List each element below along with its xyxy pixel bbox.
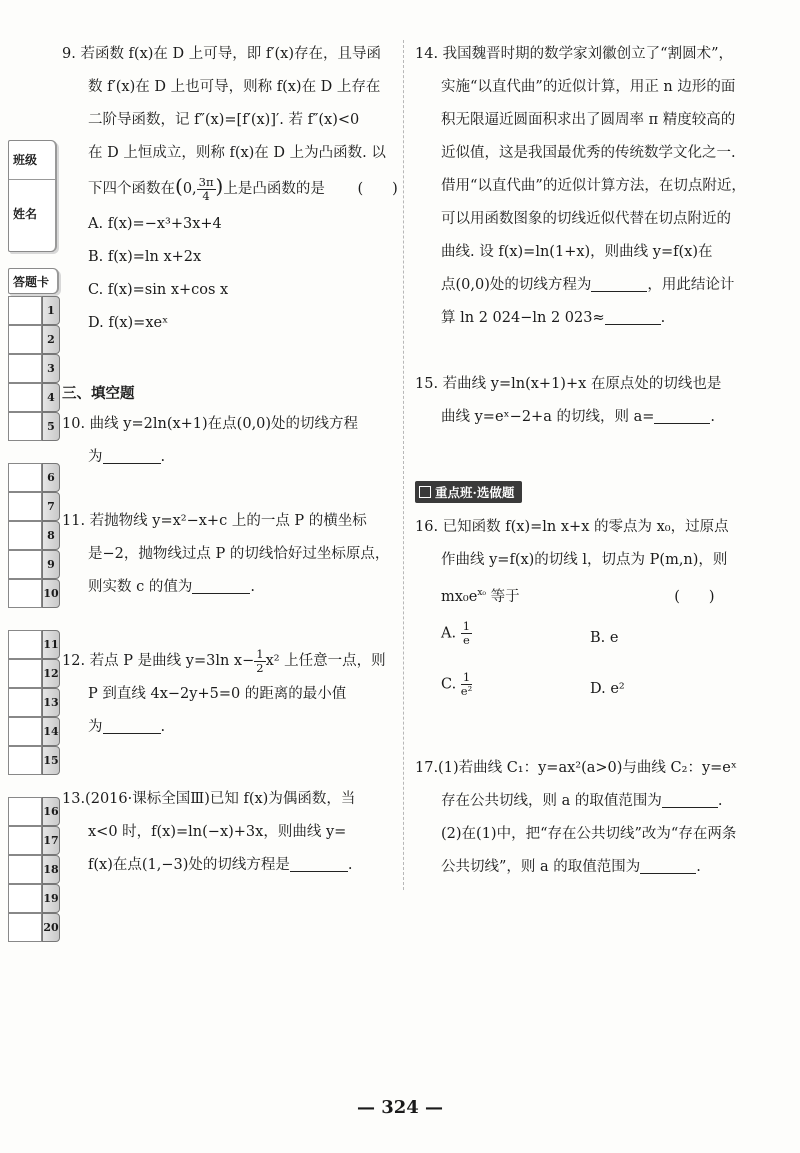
answer-tab-10[interactable] [8, 579, 58, 607]
answer-tab-number: 2 [42, 325, 60, 354]
question-14 [415, 38, 746, 335]
answer-tab-number: 18 [42, 855, 60, 884]
answer-tab-number: 10 [42, 579, 60, 608]
elective-badge: 重点班·选做题 [415, 481, 522, 503]
q16-option-d[interactable]: D. e² [590, 681, 625, 697]
answer-tab-number: 13 [42, 688, 60, 717]
question-13 [62, 783, 355, 882]
q9-option-b[interactable]: B. f(x)=ln x+2x [88, 249, 202, 265]
answer-tab-13[interactable] [8, 688, 58, 716]
answer-tab-number: 15 [42, 746, 60, 775]
answer-cell[interactable] [8, 579, 42, 608]
q12-line-1: 12. 若点 P 是曲线 y=3ln x− $\frac{1}{2}$ x² 上任意一点，则 [62, 646, 386, 675]
q10-answer-blank[interactable] [103, 449, 161, 465]
answer-tab-number: 19 [42, 884, 60, 913]
q11-line-2: 是−2，抛物线过点 P 的切线恰好过坐标原点， [88, 546, 390, 562]
answer-card-header [8, 268, 59, 294]
answer-tab-1[interactable] [8, 296, 58, 324]
q15-line-1: 15. 若曲线 y=ln(x+1)+x 在原点处的切线也是 [415, 376, 722, 392]
q14-line-4: 近似值，这是我国最优秀的传统数学文化之一. [441, 145, 736, 161]
answer-tab-number: 6 [42, 463, 60, 492]
answer-cell[interactable] [8, 383, 42, 412]
q17-answer-blank-1[interactable] [662, 793, 718, 809]
answer-tab-number: 16 [42, 797, 60, 826]
q9-line-5: 下四个函数在(0, $\frac{3\pi}{4}$ )上是凸函数的是 ( ) [62, 170, 398, 206]
answer-cell[interactable] [8, 746, 42, 775]
answer-tab-number: 7 [42, 492, 60, 521]
section-fill-in: 三、填空题 [62, 385, 135, 402]
q16-line-3: $mx_0e^{x_0}$ 等于 ( ) [415, 577, 729, 614]
answer-cell[interactable] [8, 797, 42, 826]
answer-cell[interactable] [8, 412, 42, 441]
answer-tab-5[interactable] [8, 412, 58, 440]
q9-answer-parens[interactable]: ( ) [357, 181, 398, 197]
question-10 [62, 408, 358, 474]
q14-answer-blank-1[interactable] [591, 277, 647, 293]
answer-cell[interactable] [8, 354, 42, 383]
q9-option-a[interactable]: A. f(x)=−x³+3x+4 [88, 216, 222, 232]
question-11 [62, 505, 389, 604]
page-number: — 324 — [356, 1097, 444, 1118]
answer-cell[interactable] [8, 630, 42, 659]
answer-tab-8[interactable] [8, 521, 58, 549]
answer-tab-number: 9 [42, 550, 60, 579]
answer-cell[interactable] [8, 325, 42, 354]
q10-line-2: 为 . [88, 449, 166, 465]
book-icon [419, 486, 431, 498]
q16-answer-parens[interactable]: ( ) [674, 588, 715, 605]
answer-cell[interactable] [8, 688, 42, 717]
answer-card-label: 答题卡 [13, 275, 50, 289]
answer-tab-4[interactable] [8, 383, 58, 411]
answer-cell[interactable] [8, 463, 42, 492]
answer-tab-number: 12 [42, 659, 60, 688]
answer-tab-11[interactable] [8, 630, 58, 658]
q14-line-8: 点(0,0)处的切线方程为 ，用此结论计 [441, 277, 735, 293]
answer-tab-number: 8 [42, 521, 60, 550]
answer-tab-number: 4 [42, 383, 60, 412]
answer-tab-7[interactable] [8, 492, 58, 520]
question-17 [415, 752, 737, 884]
q13-line-1: 13.(2016·课标全国Ⅲ)已知 f(x)为偶函数，当 [62, 791, 356, 807]
q11-line-3: 则实数 c 的值为 . [88, 579, 255, 595]
q9-line-4: 在 D 上恒成立，则称 f(x)在 D 上为凸函数. 以 [88, 145, 386, 161]
answer-tab-number: 5 [42, 412, 60, 441]
q13-line-3: f(x)在点(1,−3)处的切线方程是 . [88, 857, 353, 873]
answer-tab-12[interactable] [8, 659, 58, 687]
answer-tab-9[interactable] [8, 550, 58, 578]
q17-line-1: 17.(1)若曲线 C₁：y=ax²(a>0)与曲线 C₂：y=eˣ [415, 760, 738, 776]
question-16 [415, 511, 729, 614]
q14-line-7: 曲线. 设 f(x)=ln(1+x)，则曲线 y=f(x)在 [441, 244, 713, 260]
q16-option-c[interactable]: C. $\frac{1}{\text{e²}}$ [441, 670, 473, 698]
answer-cell[interactable] [8, 521, 42, 550]
q9-line-2: 数 f′(x)在 D 上也可导，则称 f(x)在 D 上存在 [88, 79, 381, 95]
q9-fraction: $\frac{3\pi}{4}$ [198, 174, 214, 203]
answer-cell[interactable] [8, 492, 42, 521]
answer-cell[interactable] [8, 659, 42, 688]
answer-tab-15[interactable] [8, 746, 58, 774]
q16-option-a[interactable]: A. $\frac{1}{e}$ [441, 619, 471, 647]
answer-tab-19[interactable] [8, 884, 58, 912]
q15-answer-blank[interactable] [654, 409, 710, 425]
q13-answer-blank[interactable] [290, 857, 348, 873]
q14-line-6: 可以用函数图象的切线近似代替在切点附近的 [441, 211, 731, 227]
answer-tab-number: 11 [42, 630, 60, 659]
student-info-box [8, 140, 57, 252]
column-divider [403, 40, 404, 890]
q13-line-2: x<0 时，f(x)=ln(−x)+3x，则曲线 y= [88, 824, 347, 840]
q17-answer-blank-2[interactable] [640, 859, 696, 875]
question-15 [415, 368, 721, 434]
answer-tab-14[interactable] [8, 717, 58, 745]
answer-cell[interactable] [8, 855, 42, 884]
q9-line-3: 二阶导函数，记 f″(x)=[f′(x)]′. 若 f″(x)<0 [88, 112, 360, 128]
answer-tab-number: 20 [42, 913, 60, 942]
answer-tab-17[interactable] [8, 826, 58, 854]
q12-answer-blank[interactable] [103, 719, 161, 735]
q17-line-2: 存在公共切线，则 a 的取值范围为 . [441, 793, 723, 809]
question-9 [62, 38, 398, 340]
q14-line-2: 实施“以直代曲”的近似计算，用正 n 边形的面 [441, 79, 736, 95]
q16-line-2: 作曲线 y=f(x)的切线 l，切点为 P(m,n)，则 [441, 552, 728, 568]
q12-line-3: 为 . [88, 719, 166, 735]
answer-tab-number: 3 [42, 354, 60, 383]
answer-cell[interactable] [8, 717, 42, 746]
answer-tab-20[interactable] [8, 913, 58, 941]
answer-tab-18[interactable] [8, 855, 58, 883]
answer-cell[interactable] [8, 550, 42, 579]
q9-option-d[interactable]: D. f(x)=xeˣ [88, 315, 169, 331]
answer-tab-number: 14 [42, 717, 60, 746]
q14-line-3: 积无限逼近圆面积求出了圆周率 π 精度较高的 [441, 112, 736, 128]
question-12 [62, 645, 386, 744]
answer-cell[interactable] [8, 884, 42, 913]
answer-cell[interactable] [8, 826, 42, 855]
answer-cell[interactable] [8, 913, 42, 942]
name-label: 姓名 [13, 207, 38, 221]
answer-cell[interactable] [8, 296, 42, 325]
q11-answer-blank[interactable] [192, 579, 250, 595]
q14-line-5: 借用“以直代曲”的近似计算方法，在切点附近， [441, 178, 746, 194]
q17-line-3: (2)在(1)中，把“存在公共切线”改为“存在两条 [441, 826, 737, 842]
q11-line-1: 11. 若抛物线 y=x²−x+c 上的一点 P 的横坐标 [62, 513, 367, 529]
q10-line-1: 10. 曲线 y=2ln(x+1)在点(0,0)处的切线方程 [62, 416, 359, 432]
q14-line-1: 14. 我国魏晋时期的数学家刘徽创立了“割圆术”， [415, 46, 733, 62]
q9-option-c[interactable]: C. f(x)=sin x+cos x [88, 282, 229, 298]
answer-tab-3[interactable] [8, 354, 58, 382]
class-label: 班级 [13, 153, 38, 167]
answer-tab-number: 1 [42, 296, 60, 325]
answer-tab-number: 17 [42, 826, 60, 855]
q16-line-1: 16. 已知函数 f(x)=ln x+x 的零点为 x₀，过原点 [415, 519, 729, 535]
q12-line-2: P 到直线 4x−2y+5=0 的距离的最小值 [88, 686, 347, 702]
q9-line-1: 9. 若函数 f(x)在 D 上可导，即 f′(x)存在，且导函 [62, 46, 382, 62]
q12-fraction: $\frac{1}{2}$ [256, 646, 264, 675]
answer-tab-6[interactable] [8, 463, 58, 491]
q16-option-b[interactable]: B. e [590, 630, 619, 646]
answer-tab-16[interactable] [8, 797, 58, 825]
q15-line-2: 曲线 y=eˣ−2+a 的切线，则 a= . [441, 409, 715, 425]
q17-line-4: 公共切线”，则 a 的取值范围为 . [441, 859, 701, 875]
answer-tab-2[interactable] [8, 325, 58, 353]
q14-line-9: 算 ln 2 024−ln 2 023≈ . [441, 310, 666, 326]
q14-answer-blank-2[interactable] [605, 310, 661, 326]
